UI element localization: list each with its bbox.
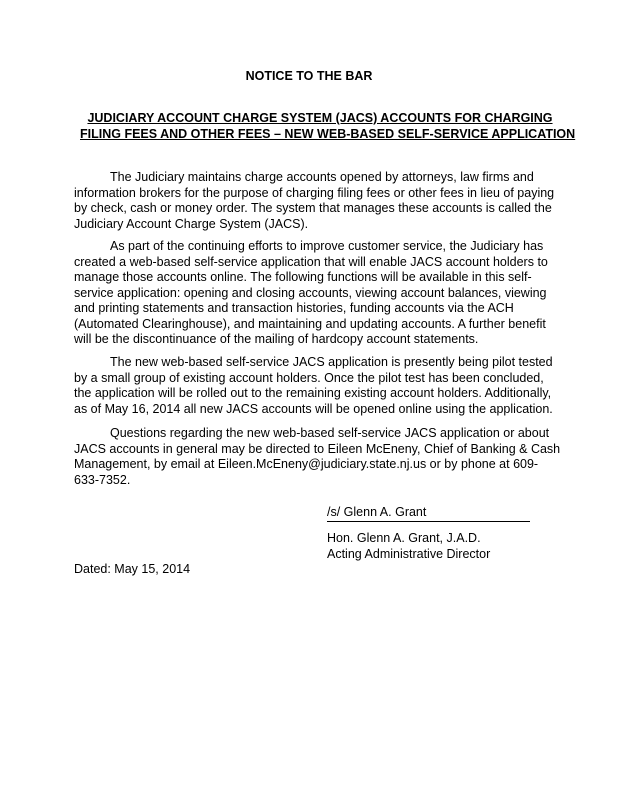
paragraph-questions	[74, 426, 564, 488]
paragraph-line: created a web-based self-service application that will enable JACS account holders to	[74, 254, 548, 269]
paragraph-line: service application: opening and closing accounts, viewing account balances, viewing	[74, 285, 547, 300]
paragraph-line: as of May 16, 2014 all new JACS accounts will be opened online using the application.	[74, 401, 553, 416]
dated-line: Dated: May 15, 2014	[74, 562, 191, 576]
signature-slash-s: /s/ Glenn A. Grant	[327, 505, 427, 519]
subject-line: JUDICIARY ACCOUNT CHARGE SYSTEM (JACS) ACCOUNTS FOR CHARGING	[87, 111, 553, 125]
notice-title: NOTICE TO THE BAR	[245, 69, 373, 83]
paragraph-line: Management, by email at Eileen.McEneny@judiciary.state.nj.us or by phone at 609-	[74, 457, 539, 471]
paragraph-line: by a small group of existing account holders. Once the pilot test has been concluded,	[74, 370, 544, 385]
paragraph-self-service	[74, 239, 564, 348]
paragraph-line: by check, cash or money order. The system that manages these accounts is called the	[74, 201, 552, 215]
paragraph-line: information brokers for the purpose of charging filing fees or other fees in lieu of paying	[74, 185, 555, 200]
paragraph-line: the application will be rolled out to the remaining existing account holders. Additionally,	[74, 386, 552, 400]
paragraph-line: and printing statements and transaction histories, funding accounts via the ACH	[74, 301, 514, 315]
paragraph-line: JACS accounts in general may be directed to Eileen McEneny, Chief of Banking & Cash	[74, 441, 561, 456]
signatory-title: Acting Administrative Director	[327, 547, 491, 561]
paragraph-line: Questions regarding the new web-based self-service JACS application or about	[110, 426, 550, 440]
paragraph-line: (Automated Clearinghouse), and maintaining and updating accounts. A further benefit	[74, 316, 546, 331]
paragraph-line: Judiciary Account Charge System (JACS).	[74, 216, 309, 231]
paragraph-line: manage those accounts online. The following functions will be available in this self-	[74, 270, 532, 284]
signatory-name: Hon. Glenn A. Grant, J.A.D.	[327, 531, 481, 545]
paragraph-line: As part of the continuing efforts to improve customer service, the Judiciary has	[110, 239, 544, 253]
paragraph-line: 633-7352.	[74, 472, 131, 487]
subject-line: FILING FEES AND OTHER FEES – NEW WEB-BASED SELF-SERVICE APPLICATION	[80, 126, 576, 141]
paragraph-line: The Judiciary maintains charge accounts opened by attorneys, law firms and	[110, 170, 534, 184]
paragraph-line: The new web-based self-service JACS application is presently being pilot tested	[110, 355, 553, 369]
notice-subject	[80, 111, 576, 142]
paragraph-line: will be the discontinuance of the mailing of hardcopy account statements.	[74, 332, 479, 346]
signature-line	[327, 521, 530, 522]
paragraph-charge-accounts	[74, 170, 564, 232]
paragraph-pilot-test	[74, 355, 564, 417]
